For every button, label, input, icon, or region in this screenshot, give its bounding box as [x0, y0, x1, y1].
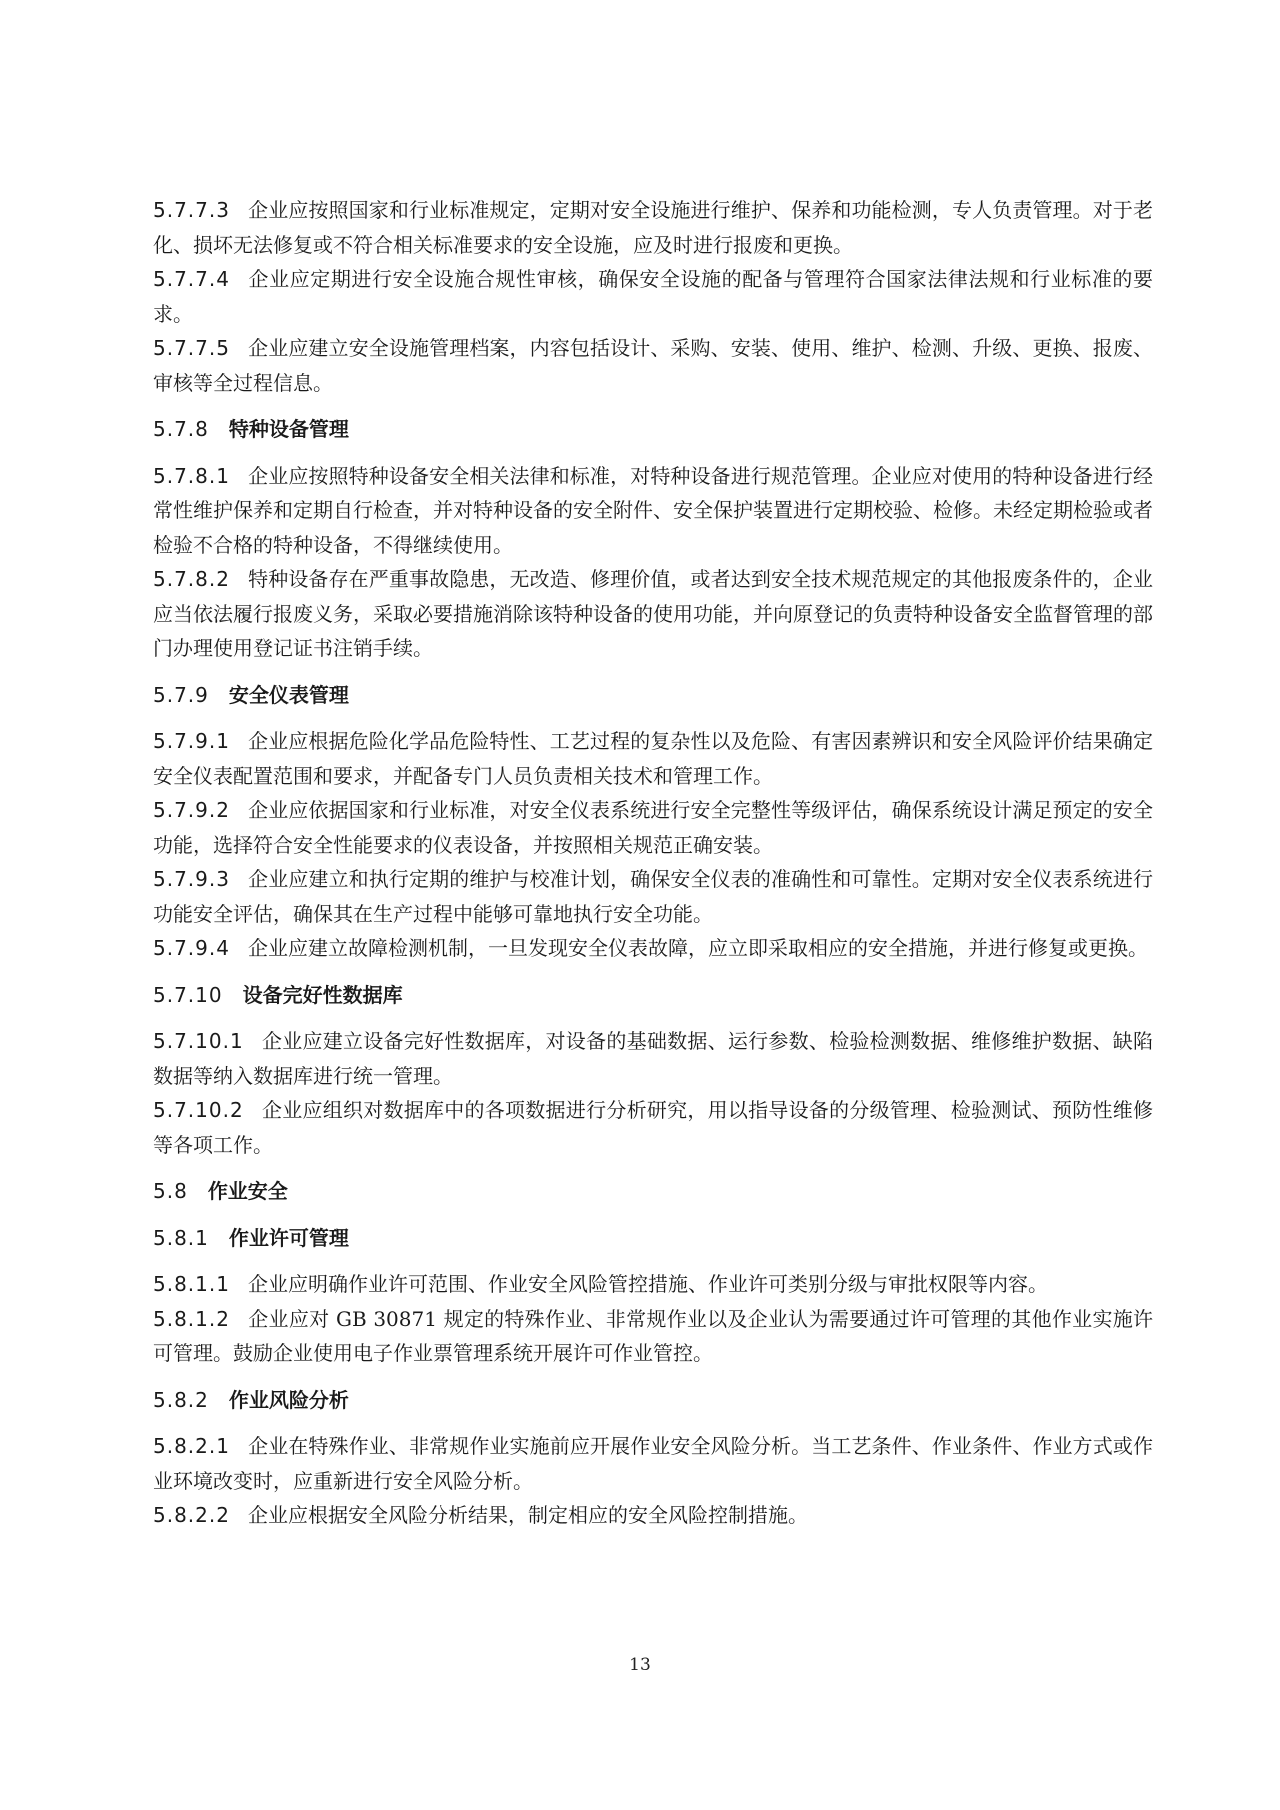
clause-5-7-10-1 — [153, 1024, 1153, 1093]
section-number: 5.7.9 — [153, 682, 209, 707]
clause-text: 企业应按照特种设备安全相关法律和标准，对特种设备进行规范管理。企业应对使用的特种设备进行经常性维护保养和定期自行检查，并对特种设备的安全附件、安全保护装置进行定期校验、检修。未经定期检验或者检验不合格的特种设备，不得继续使用。 — [153, 463, 1153, 557]
clause-number: 5.7.7.4 — [153, 267, 230, 291]
clause-5-7-7-5 — [153, 331, 1153, 400]
clause-5-7-9-3 — [153, 862, 1153, 931]
clause-5-8-2-1 — [153, 1429, 1153, 1498]
section-number: 5.8.2 — [153, 1387, 209, 1412]
clause-number: 5.8.1.1 — [153, 1272, 230, 1296]
section-heading-5-8 — [153, 1174, 1153, 1209]
section-title: 作业安全 — [207, 1179, 288, 1203]
clause-text: 企业在特殊作业、非常规作业实施前应开展作业安全风险分析。当工艺条件、作业条件、作业方式或作业环境改变时，应重新进行安全风险分析。 — [153, 1434, 1153, 1493]
section-number: 5.7.10 — [153, 982, 223, 1007]
clause-number: 5.7.7.3 — [153, 198, 230, 222]
section-heading-5-7-10 — [153, 978, 1153, 1013]
section-title: 作业许可管理 — [228, 1225, 349, 1250]
clause-number: 5.7.9.3 — [153, 867, 230, 891]
section-number: 5.8.1 — [153, 1225, 209, 1250]
clause-number: 5.8.2.2 — [153, 1503, 230, 1527]
clause-5-8-2-2 — [153, 1498, 1153, 1533]
clause-text: 企业应建立安全设施管理档案，内容包括设计、采购、安装、使用、维护、检测、升级、更换、报废、审核等全过程信息。 — [153, 336, 1153, 395]
clause-text: 特种设备存在严重事故隐患，无改造、修理价值，或者达到安全技术规范规定的其他报废条件的，企业应当依法履行报废义务，采取必要措施消除该特种设备的使用功能，并向原登记的负责特种设备安全监督管理的部门办理使用登记证书注销手续。 — [153, 567, 1153, 660]
clause-number: 5.8.1.2 — [153, 1306, 230, 1331]
clause-5-7-9-1 — [153, 724, 1153, 793]
clause-5-8-1-1 — [153, 1267, 1153, 1302]
clause-number: 5.7.8.2 — [153, 567, 230, 591]
clause-5-7-8-1 — [153, 459, 1153, 563]
clause-5-8-1-2 — [153, 1302, 1153, 1371]
clause-number: 5.7.7.5 — [153, 336, 230, 360]
section-heading-5-8-1 — [153, 1221, 1153, 1256]
clause-number: 5.7.9.4 — [153, 936, 230, 960]
clause-text: 企业应按照国家和行业标准规定，定期对安全设施进行维护、保养和功能检测，专人负责管理。对于老化、损坏无法修复或不符合相关标准要求的安全设施，应及时进行报废和更换。 — [153, 198, 1153, 257]
section-heading-5-8-2 — [153, 1383, 1153, 1418]
section-heading-5-7-8 — [153, 412, 1153, 447]
clause-5-7-7-4 — [153, 262, 1153, 331]
clause-text: 企业应明确作业许可范围、作业安全风险管控措施、作业许可类别分级与审批权限等内容。 — [247, 1272, 1048, 1296]
clause-text: 企业应对 GB 30871 规定的特殊作业、非常规作业以及企业认为需要通过许可管理的其他作业实施许可管理。鼓励企业使用电子作业票管理系统开展许可作业管控。 — [153, 1306, 1153, 1365]
clause-5-7-10-2 — [153, 1093, 1153, 1162]
clause-text: 企业应定期进行安全设施合规性审核，确保安全设施的配备与管理符合国家法律法规和行业标准的要求。 — [153, 267, 1153, 326]
clause-number: 5.7.8.1 — [153, 463, 230, 488]
clause-number: 5.7.10.1 — [153, 1029, 244, 1053]
clause-text: 企业应建立故障检测机制，一旦发现安全仪表故障，应立即采取相应的安全措施，并进行修复或更换。 — [247, 936, 1148, 960]
clause-5-7-7-3 — [153, 193, 1153, 262]
clause-5-7-8-2 — [153, 562, 1153, 666]
clause-number: 5.8.2.1 — [153, 1434, 230, 1458]
section-heading-5-7-9 — [153, 678, 1153, 713]
clause-number: 5.7.9.1 — [153, 729, 230, 753]
section-title: 特种设备管理 — [228, 417, 349, 441]
clause-number: 5.7.9.2 — [153, 798, 230, 822]
clause-text: 企业应根据安全风险分析结果，制定相应的安全风险控制措施。 — [247, 1503, 808, 1527]
page-number: 13 — [629, 1655, 651, 1675]
section-number: 5.8 — [153, 1179, 188, 1203]
section-title: 作业风险分析 — [228, 1387, 349, 1412]
section-title: 设备完好性数据库 — [242, 982, 403, 1007]
document-page — [153, 193, 1153, 1533]
clause-text: 企业应建立设备完好性数据库，对设备的基础数据、运行参数、检验检测数据、维修维护数据、缺陷数据等纳入数据库进行统一管理。 — [153, 1029, 1153, 1088]
clause-5-7-9-2 — [153, 793, 1153, 862]
clause-text: 企业应组织对数据库中的各项数据进行分析研究，用以指导设备的分级管理、检验测试、预防性维修等各项工作。 — [153, 1098, 1153, 1157]
clause-text: 企业应根据危险化学品危险特性、工艺过程的复杂性以及危险、有害因素辨识和安全风险评价结果确定安全仪表配置范围和要求，并配备专门人员负责相关技术和管理工作。 — [153, 729, 1153, 788]
clause-text: 企业应依据国家和行业标准，对安全仪表系统进行安全完整性等级评估，确保系统设计满足预定的安全功能，选择符合安全性能要求的仪表设备，并按照相关规范正确安装。 — [153, 798, 1153, 857]
clause-5-7-9-4 — [153, 931, 1153, 966]
clause-number: 5.7.10.2 — [153, 1098, 244, 1122]
section-title: 安全仪表管理 — [228, 682, 349, 707]
section-number: 5.7.8 — [153, 417, 209, 441]
clause-text: 企业应建立和执行定期的维护与校准计划，确保安全仪表的准确性和可靠性。定期对安全仪表系统进行功能安全评估，确保其在生产过程中能够可靠地执行安全功能。 — [153, 867, 1153, 926]
